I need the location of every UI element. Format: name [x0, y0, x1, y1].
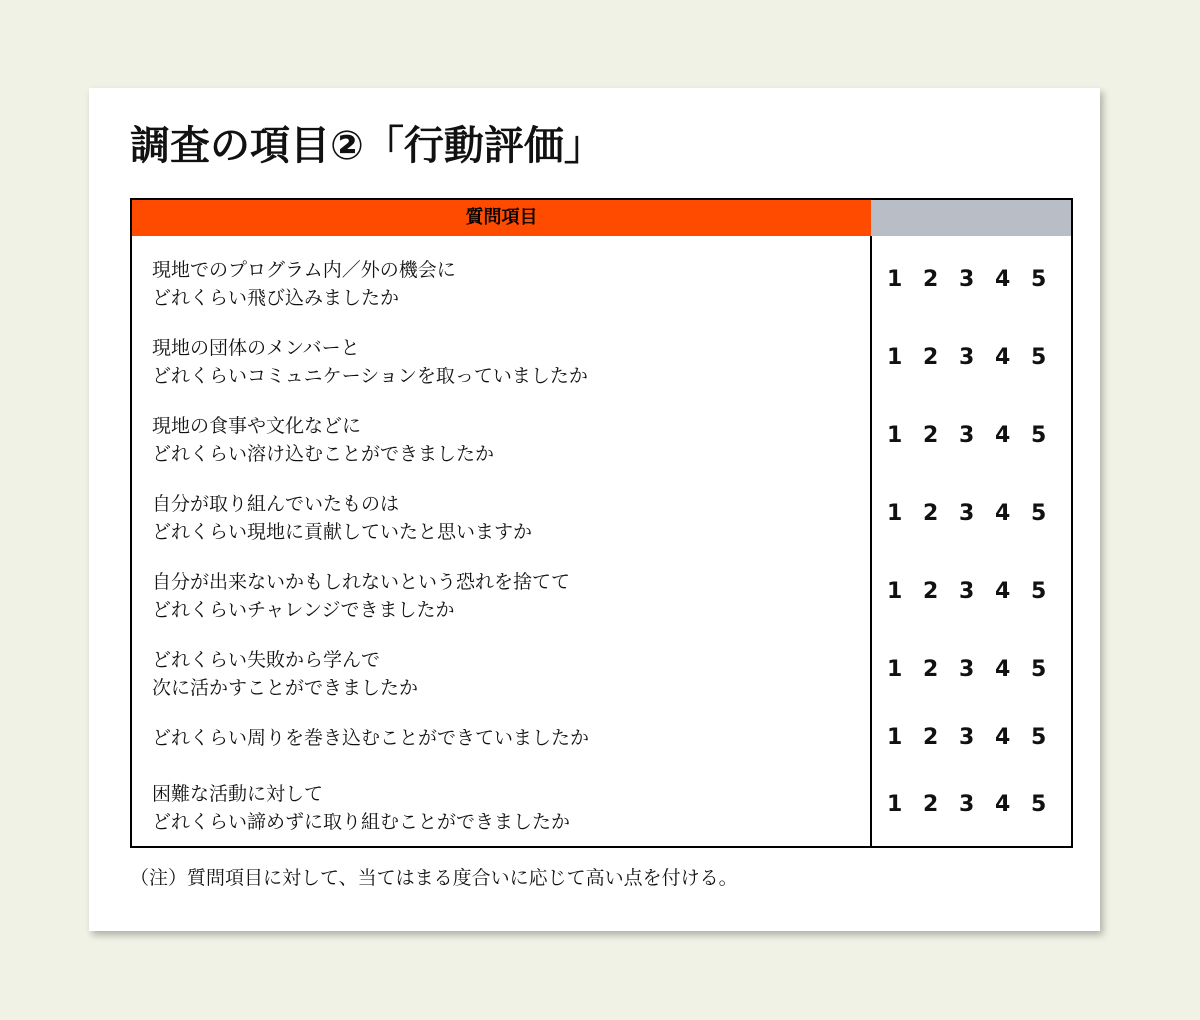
- rating-option-1: 1: [887, 267, 903, 292]
- rating-option-5: 5: [1031, 792, 1047, 817]
- rating-scale: [887, 578, 1067, 606]
- rating-option-5: 5: [1031, 579, 1047, 604]
- rating-scale: [887, 656, 1067, 684]
- rating-option-2: 2: [923, 501, 939, 526]
- question-text: どれくらい失敗から学んで 次に活かすことができましたか: [152, 649, 419, 699]
- rating-option-4: 4: [995, 345, 1011, 370]
- rating-option-2: 2: [923, 423, 939, 448]
- rating-option-1: 1: [887, 501, 903, 526]
- rating-option-3: 3: [959, 792, 975, 817]
- rating-option-4: 4: [995, 579, 1011, 604]
- rating-scale: [887, 724, 1067, 752]
- rating-option-3: 3: [959, 345, 975, 370]
- rating-option-4: 4: [995, 792, 1011, 817]
- scale-column-header: [871, 200, 1071, 236]
- rating-option-4: 4: [995, 725, 1011, 750]
- rating-option-4: 4: [995, 423, 1011, 448]
- rating-option-3: 3: [959, 267, 975, 292]
- rating-option-3: 3: [959, 725, 975, 750]
- survey-table: [130, 198, 1073, 848]
- question-text: どれくらい周りを巻き込むことができていましたか: [152, 727, 590, 749]
- question-text: 現地の団体のメンバーと どれくらいコミュニケーションを取っていましたか: [152, 337, 588, 387]
- rating-option-3: 3: [959, 501, 975, 526]
- rating-option-1: 1: [887, 579, 903, 604]
- rating-option-4: 4: [995, 501, 1011, 526]
- rating-scale: [887, 422, 1067, 450]
- rating-option-3: 3: [959, 579, 975, 604]
- question-text: 現地でのプログラム内／外の機会に どれくらい飛び込みましたか: [152, 259, 456, 309]
- rating-option-2: 2: [923, 725, 939, 750]
- rating-option-5: 5: [1031, 725, 1047, 750]
- rating-option-5: 5: [1031, 267, 1047, 292]
- question-text: 困難な活動に対して どれくらい諦めずに取り組むことができましたか: [152, 783, 571, 833]
- rating-option-2: 2: [923, 267, 939, 292]
- rating-option-3: 3: [959, 657, 975, 682]
- question-column-header: 質問項目: [132, 200, 871, 236]
- rating-option-5: 5: [1031, 657, 1047, 682]
- rating-scale: [887, 791, 1067, 819]
- rating-option-2: 2: [923, 579, 939, 604]
- page-title: 調査の項目②「行動評価」: [130, 123, 604, 169]
- rating-option-2: 2: [923, 657, 939, 682]
- rating-option-5: 5: [1031, 423, 1047, 448]
- rating-option-1: 1: [887, 725, 903, 750]
- rating-option-1: 1: [887, 792, 903, 817]
- rating-option-2: 2: [923, 345, 939, 370]
- column-divider: [870, 236, 872, 846]
- question-text: 自分が出来ないかもしれないという恐れを捨てて どれくらいチャレンジできましたか: [152, 571, 571, 621]
- rating-option-5: 5: [1031, 501, 1047, 526]
- footnote: （注）質問項目に対して、当てはまる度合いに応じて高い点を付ける。: [130, 867, 738, 889]
- rating-option-1: 1: [887, 657, 903, 682]
- rating-option-2: 2: [923, 792, 939, 817]
- rating-scale: [887, 500, 1067, 528]
- rating-scale: [887, 266, 1067, 294]
- rating-option-1: 1: [887, 345, 903, 370]
- question-text: 現地の食事や文化などに どれくらい溶け込むことができましたか: [152, 415, 495, 465]
- question-text: 自分が取り組んでいたものは どれくらい現地に貢献していたと思いますか: [152, 493, 533, 543]
- rating-scale: [887, 344, 1067, 372]
- rating-option-5: 5: [1031, 345, 1047, 370]
- rating-option-4: 4: [995, 267, 1011, 292]
- rating-option-4: 4: [995, 657, 1011, 682]
- rating-option-1: 1: [887, 423, 903, 448]
- rating-option-3: 3: [959, 423, 975, 448]
